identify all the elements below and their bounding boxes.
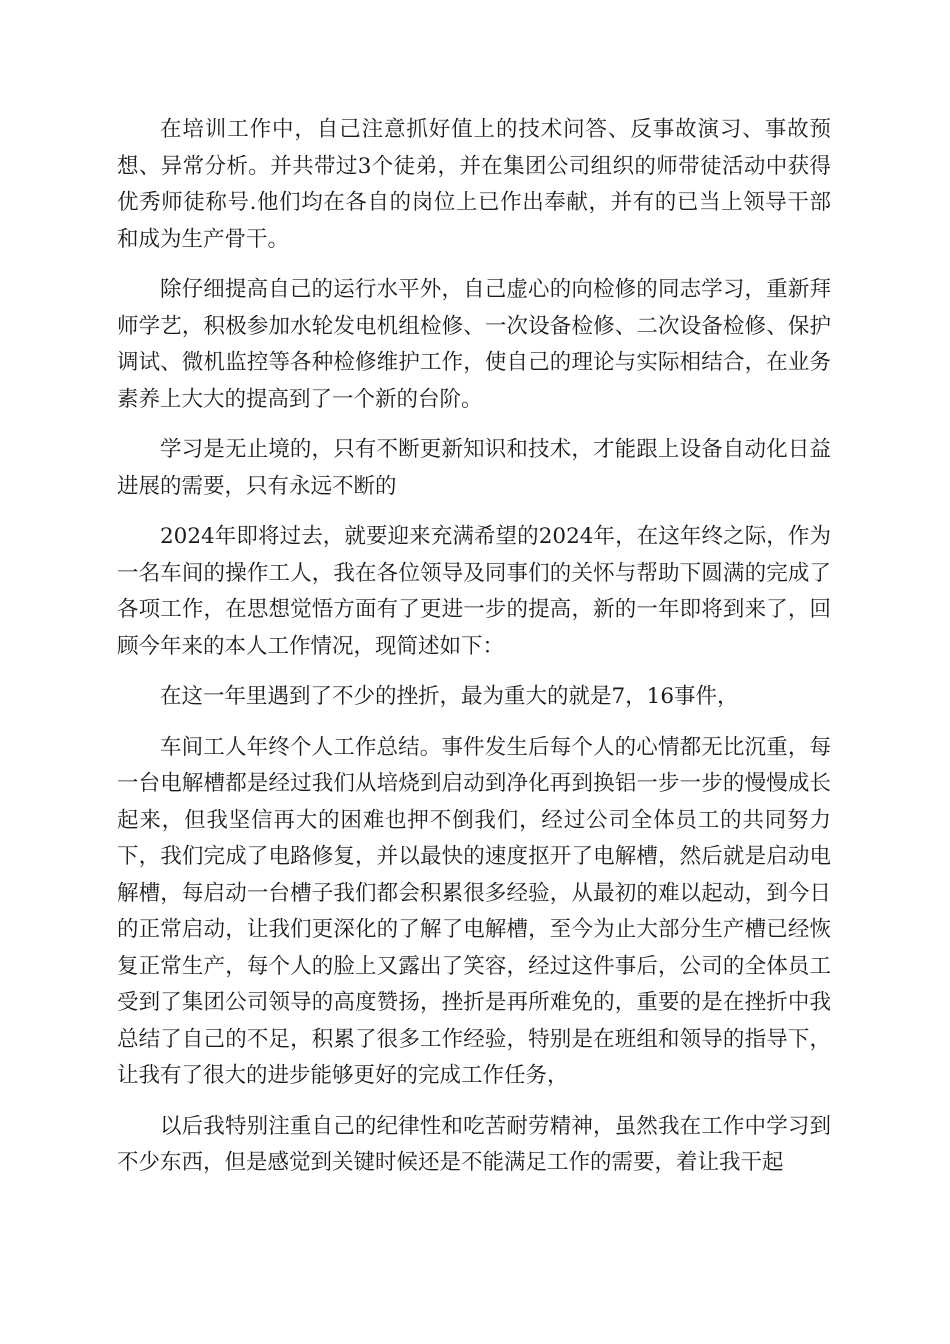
paragraph-maintenance-study: 除仔细提高自己的运行水平外，自己虚心的向检修的同志学习，重新拜师学艺，积极参加水轮发电机组检修、一次设备检修、二次设备检修、保护调试、微机监控等各种检修维护工作，使自己的理论与实际相结合，在业务素养上大大的提高到了一个新的台阶。 xyxy=(117,277,831,412)
document-body xyxy=(117,112,831,1196)
paragraph-year-review: 2024年即将过去，就要迎来充满希望的2024年，在这年终之际，作为一名车间的操作工人，我在各位领导及同事们的关怀与帮助下圆满的完成了各项工作，在思想觉悟方面有了更进一步的提高，新的一年即将到来了，回顾今年来的本人工作情况，现简述如下： xyxy=(117,524,831,659)
paragraph-setbacks: 在这一年里遇到了不少的挫折，最为重大的就是7，16事件， xyxy=(160,684,739,709)
paragraph-training: 在培训工作中，自己注意抓好值上的技术问答、反事故演习、事故预想、异常分析。并共带过3个徒弟，并在集团公司组织的师带徒活动中获得优秀师徒称号.他们均在各自的岗位上已作出奉献，并有的已当上领导干部和成为生产骨干。 xyxy=(117,117,831,252)
paragraph-discipline: 以后我特别注重自己的纪律性和吃苦耐劳精神，虽然我在工作中学习到不少东西，但是感觉到关键时候还是不能满足工作的需要，着让我干起 xyxy=(117,1113,831,1175)
paragraph-learning: 学习是无止境的，只有不断更新知识和技术，才能跟上设备自动化日益进展的需要，只有永远不断的 xyxy=(117,437,831,499)
paragraph-incident-recovery: 车间工人年终个人工作总结。事件发生后每个人的心情都无比沉重，每一台电解槽都是经过我们从培烧到启动到净化再到换铝一步一步的慢慢成长起来，但我坚信再大的困难也押不倒我们，经过公司全体员工的共同努力下，我们完成了电路修复，并以最快的速度抠开了电解槽，然后就是启动电解槽，每启动一台槽子我们都会积累很多经验，从最初的难以起动，到今日的正常启动，让我们更深化的了解了电解槽，至今为止大部分生产槽已经恢复正常生产，每个人的脸上又露出了笑容，经过这件事后，公司的全体员工受到了集团公司领导的高度赞扬，挫折是再所难免的，重要的是在挫折中我总结了自己的不足，积累了很多工作经验，特别是在班组和领导的指导下，让我有了很大的进步能够更好的完成工作任务， xyxy=(117,734,831,1088)
